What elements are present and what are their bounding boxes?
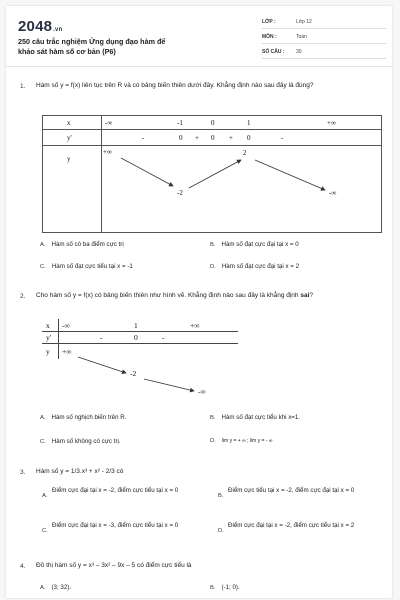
q1-text: Hàm số y = f(x) liên tục trên R và có bảng biến thiên dưới đây. Khẳng định nào sau đây là đúng? <box>36 82 314 89</box>
q1-variation-table <box>42 115 382 233</box>
q1-yp-val: 0 <box>247 134 251 142</box>
q3-number: 3. <box>20 469 26 476</box>
q1-x-val: 1 <box>247 119 251 127</box>
q1-yp-val: 0 <box>211 134 215 142</box>
q1-yp-val: - <box>281 134 284 142</box>
q2-yp-val: 0 <box>134 333 138 342</box>
q3-text: Hàm số y = 1/3.x³ + x² - 2/3 có <box>36 468 124 475</box>
q1-yp-val: + <box>229 134 233 142</box>
q2-option-b[interactable]: B. Hàm số đạt cực tiểu khi x=1. <box>210 414 301 421</box>
meta-grade: LỚP : Lớp 12 <box>262 16 386 29</box>
q2-x-val: +∞ <box>190 321 200 330</box>
q2-y-val: -∞ <box>198 387 206 396</box>
q1-y-val: 2 <box>243 149 247 157</box>
q1-yp-label: y' <box>67 134 72 142</box>
q4-text: Đồ thị hàm số y = x³ – 3x² – 9x – 5 có điểm cực tiểu là <box>36 562 192 569</box>
q1-y-val: -∞ <box>329 189 337 197</box>
q2-variation-arrows <box>40 319 240 399</box>
q3-option-a[interactable]: A. Điểm cực đại tại x = -2, điểm cực tiểu tại x = 0 <box>42 487 179 499</box>
q2-x-label: x <box>46 321 50 330</box>
q1-option-a[interactable]: A. Hàm số có ba điểm cực trị <box>40 241 124 248</box>
q1-y-label: y <box>67 155 71 163</box>
meta-question-count: SỐ CÂU : 30 <box>262 46 386 59</box>
q4-number: 4. <box>20 563 26 570</box>
q4-option-b[interactable]: B. (-1; 0). <box>210 584 240 591</box>
q3-option-c[interactable]: C. Điểm cực đại tại x = -3, điểm cực tiểu tại x = 0 <box>42 522 179 534</box>
meta-subject: MÔN : Toán <box>262 31 386 44</box>
q1-yp-val: 0 <box>179 134 183 142</box>
q2-number: 2. <box>20 293 26 300</box>
q1-yp-val: + <box>195 134 199 142</box>
q1-x-val: +∞ <box>327 119 336 127</box>
document-title: 250 câu trắc nghiệm Ứng dụng đạo hàm để khảo sát hàm số cơ bản (P6) <box>18 37 166 56</box>
q2-x-val: -∞ <box>62 321 70 330</box>
q1-yp-val: - <box>142 134 145 142</box>
site-logo[interactable]: 2048.vn <box>18 18 63 35</box>
q2-yp-val: - <box>100 333 103 342</box>
q2-y-val: -2 <box>130 369 137 378</box>
q2-text: Cho hàm số y = f(x) có bảng biến thiên như hình vẽ. Khẳng định nào sau đây là khẳng định sai? <box>36 292 314 299</box>
q2-variation-table <box>40 319 240 399</box>
q3-option-b[interactable]: B. Điểm cực tiểu tại x = -2, điểm cực đại tại x = 0 <box>218 487 355 499</box>
q2-y-label: y <box>46 347 50 356</box>
q2-option-a[interactable]: A. Hàm số nghịch biến trên R. <box>40 414 127 421</box>
q1-y-val: -2 <box>177 189 183 197</box>
header-divider <box>6 66 392 67</box>
q3-option-d[interactable]: D. Điểm cực đại tại x = -2, điểm cực tiểu tại x = 2 <box>218 522 355 534</box>
q2-x-val: 1 <box>134 321 138 330</box>
q1-variation-arrows <box>43 116 381 232</box>
q1-option-c[interactable]: C. Hàm số đạt cực tiểu tại x = -1 <box>40 263 133 270</box>
q4-option-a[interactable]: A. (3; 32). <box>40 584 72 591</box>
q2-yp-val: - <box>162 333 165 342</box>
document-page <box>6 6 392 598</box>
document-header <box>16 14 382 66</box>
q1-option-d[interactable]: D. Hàm số đạt cực đại tại x = 2 <box>210 263 300 270</box>
q2-option-d[interactable]: D. lim y = + ∞ ; lim y = - ∞ <box>210 438 273 444</box>
q1-x-val: 0 <box>211 119 215 127</box>
q2-option-c[interactable]: C. Hàm số không có cực trị. <box>40 438 121 445</box>
q1-x-label: x <box>67 119 71 127</box>
q1-option-b[interactable]: B. Hàm số đạt cực đại tại x = 0 <box>210 241 299 248</box>
q1-x-val: -∞ <box>105 119 113 127</box>
q1-y-val: +∞ <box>103 148 112 156</box>
q2-yp-label: y' <box>46 333 52 342</box>
q2-y-val: +∞ <box>62 347 72 356</box>
q1-x-val: -1 <box>177 119 183 127</box>
q1-number: 1. <box>20 83 26 90</box>
